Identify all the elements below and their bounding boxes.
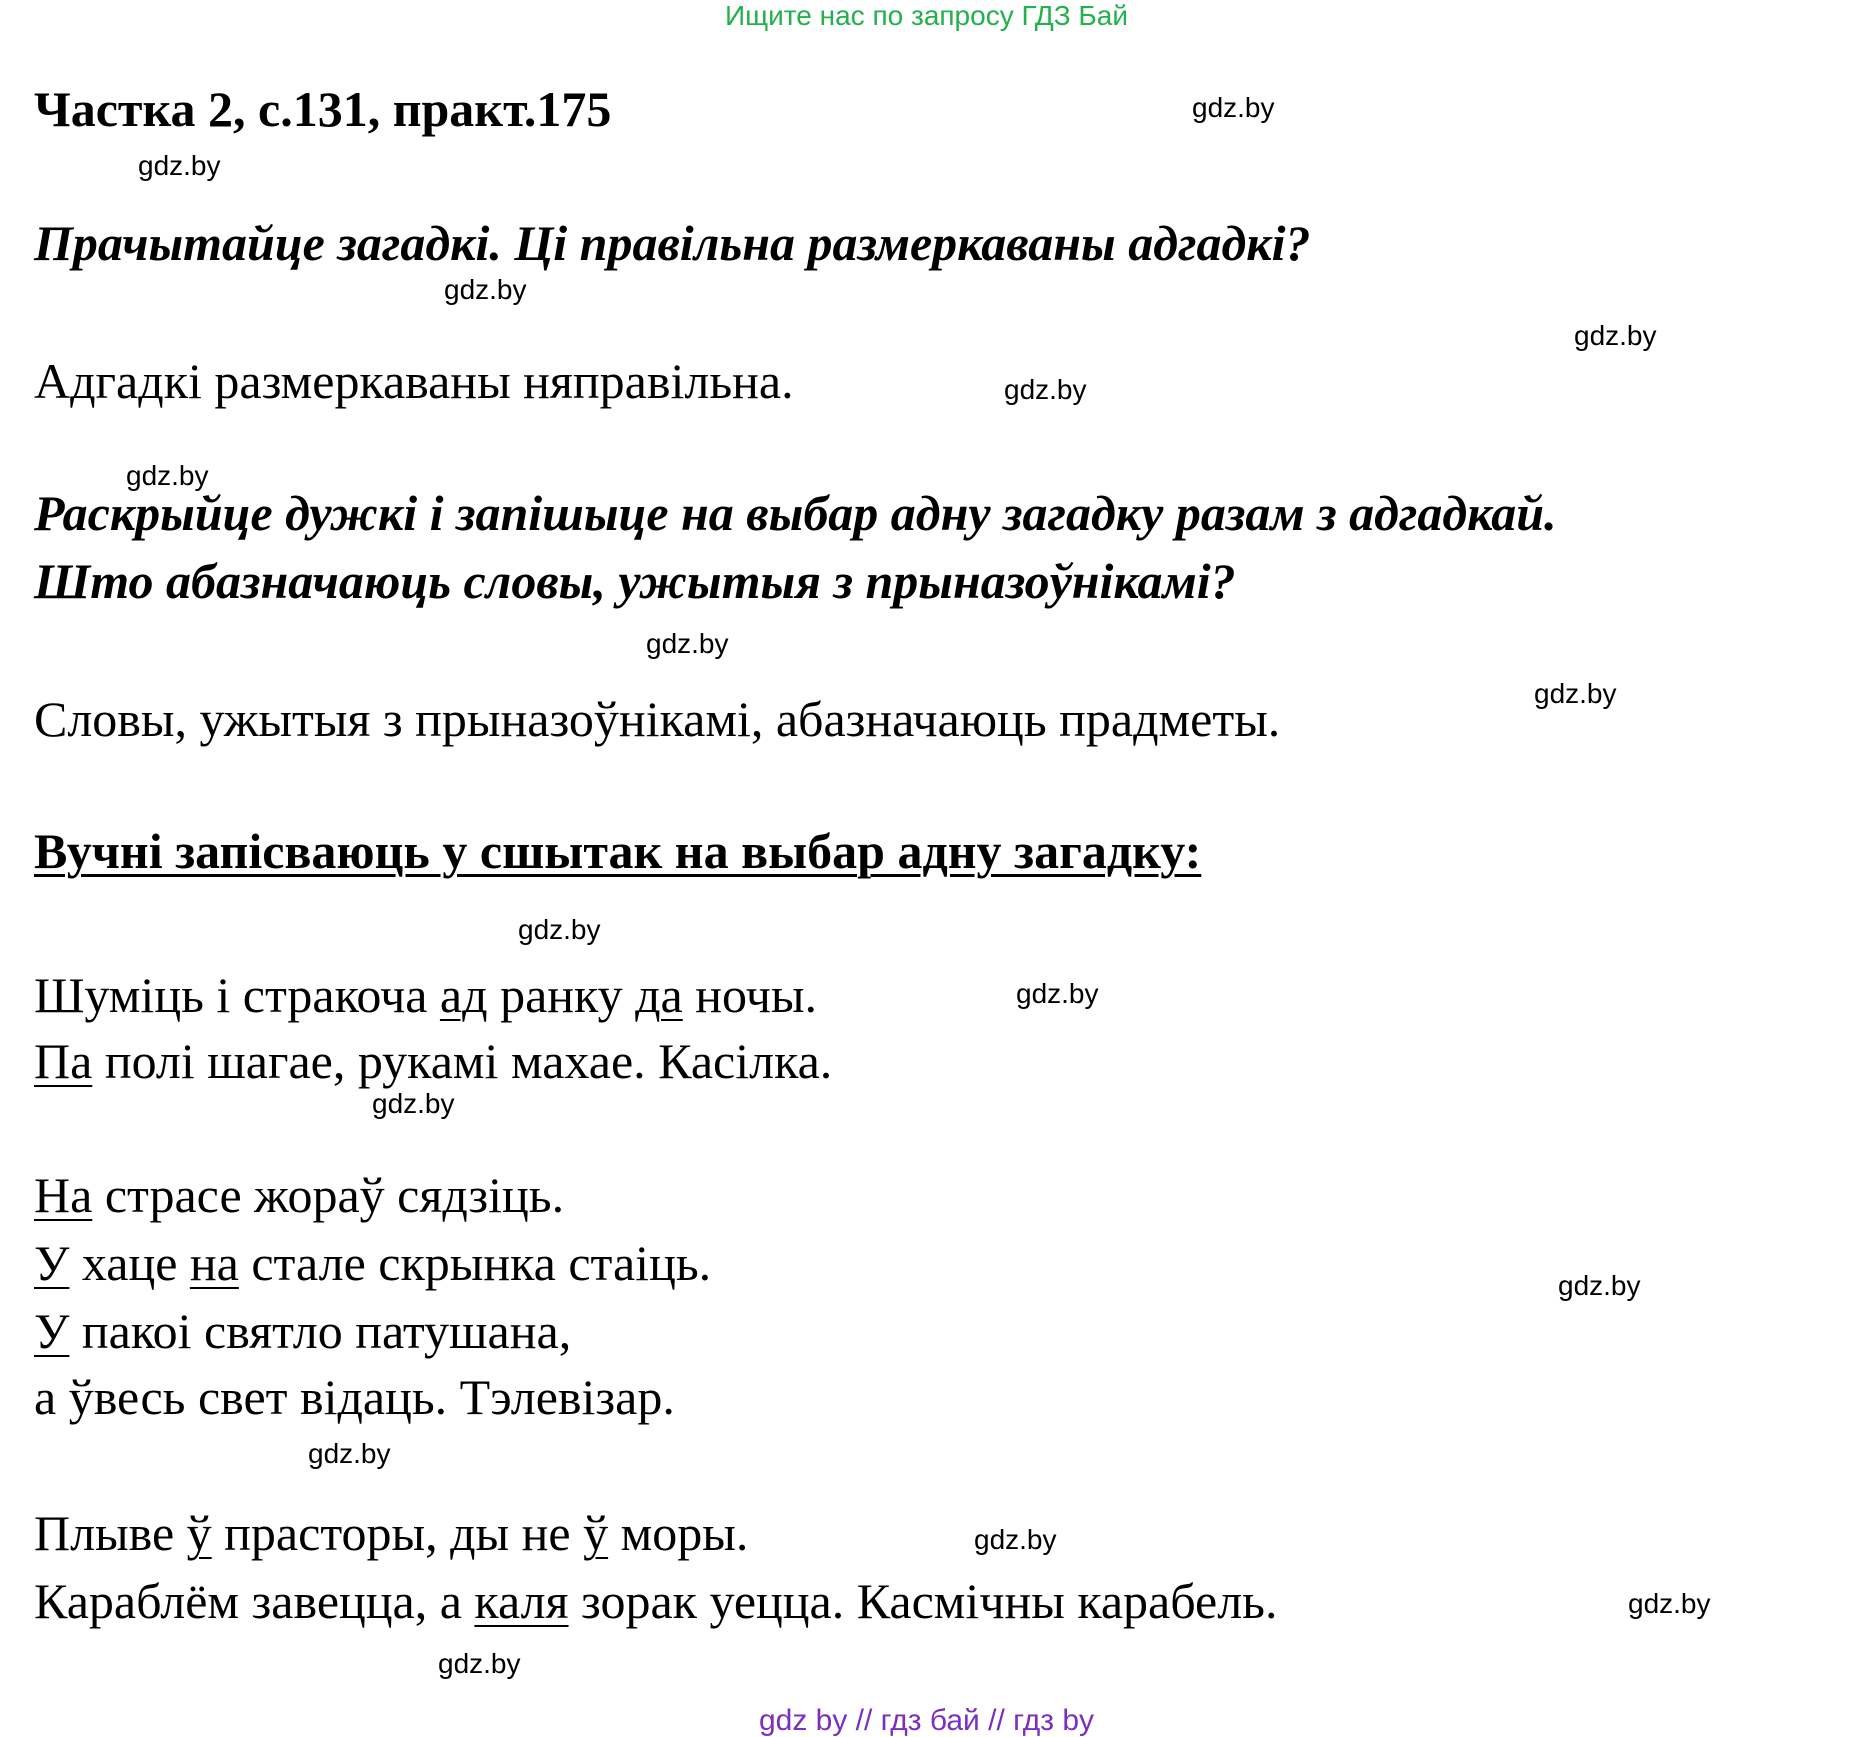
preposition: ад	[439, 967, 488, 1023]
watermark: gdz.by	[646, 628, 729, 659]
watermark: gdz.by	[1574, 320, 1657, 351]
preposition: У	[34, 1303, 70, 1359]
watermark: gdz.by	[1016, 978, 1099, 1009]
preposition: да	[635, 967, 683, 1023]
preposition: Па	[34, 1033, 93, 1089]
riddle-3-line-1: Плыве ў прасторы, ды не ў моры.	[34, 1505, 749, 1561]
watermark: gdz.by	[308, 1438, 391, 1469]
footer-links: gdz by // гдз бай // гдз by	[758, 1704, 1095, 1737]
riddle-2-line-4: а ўвесь свет відаць. Тэлевізар.	[34, 1369, 675, 1425]
riddle-2-line-2: У хаце на стале скрынка стаіць.	[34, 1235, 712, 1291]
riddle-1-line-2: Па полі шагае, рукамі махае. Касілка.	[34, 1033, 833, 1089]
question-2-line-2: Што абазначаюць словы, ужытыя з прыназоўнікамі?	[34, 553, 1236, 609]
preposition: ў	[186, 1505, 212, 1561]
watermark: gdz.by	[974, 1524, 1057, 1555]
watermark: gdz.by	[1192, 92, 1275, 123]
question-2-line-1: Раскрыйце дужкі і запішыце на выбар адну загадку разам з адгадкай.	[34, 485, 1557, 541]
watermark: gdz.by	[126, 460, 209, 491]
answer-1: Адгадкі размеркаваны няправільна.	[34, 353, 794, 409]
watermark: gdz.by	[1534, 678, 1617, 709]
riddle-2-line-3: У пакоі святло патушана,	[34, 1303, 572, 1359]
watermark: gdz.by	[1558, 1270, 1641, 1301]
search-hint-banner: Ищите нас по запросу ГДЗ Бай	[724, 0, 1129, 31]
riddle-2-line-1: На страсе жораў сядзіць.	[34, 1167, 565, 1223]
preposition: каля	[474, 1573, 569, 1629]
watermark: gdz.by	[1004, 374, 1087, 405]
preposition: У	[34, 1235, 70, 1291]
answer-2: Словы, ужытыя з прыназоўнікамі, абазначаюць прадметы.	[34, 691, 1281, 747]
question-1: Прачытайце загадкі. Ці правільна размеркаваны адгадкі?	[34, 215, 1311, 271]
riddle-3-line-2: Караблём завецца, а каля зорак уецца. Касмічны карабель.	[34, 1573, 1278, 1629]
watermark: gdz.by	[138, 150, 221, 181]
preposition: ў	[583, 1505, 609, 1561]
preposition: На	[34, 1167, 93, 1223]
section-heading: Вучні запісваюць у сшытак на выбар адну загадку:	[34, 823, 1202, 879]
riddle-1-line-1: Шуміць і стракоча ад ранку да ночы.	[34, 967, 817, 1023]
watermark: gdz.by	[438, 1648, 521, 1679]
watermark: gdz.by	[518, 914, 601, 945]
page-title: Частка 2, с.131, практ.175	[34, 81, 612, 137]
watermark: gdz.by	[372, 1088, 455, 1119]
watermark: gdz.by	[444, 274, 527, 305]
preposition: на	[189, 1235, 239, 1291]
watermark: gdz.by	[1628, 1588, 1711, 1619]
